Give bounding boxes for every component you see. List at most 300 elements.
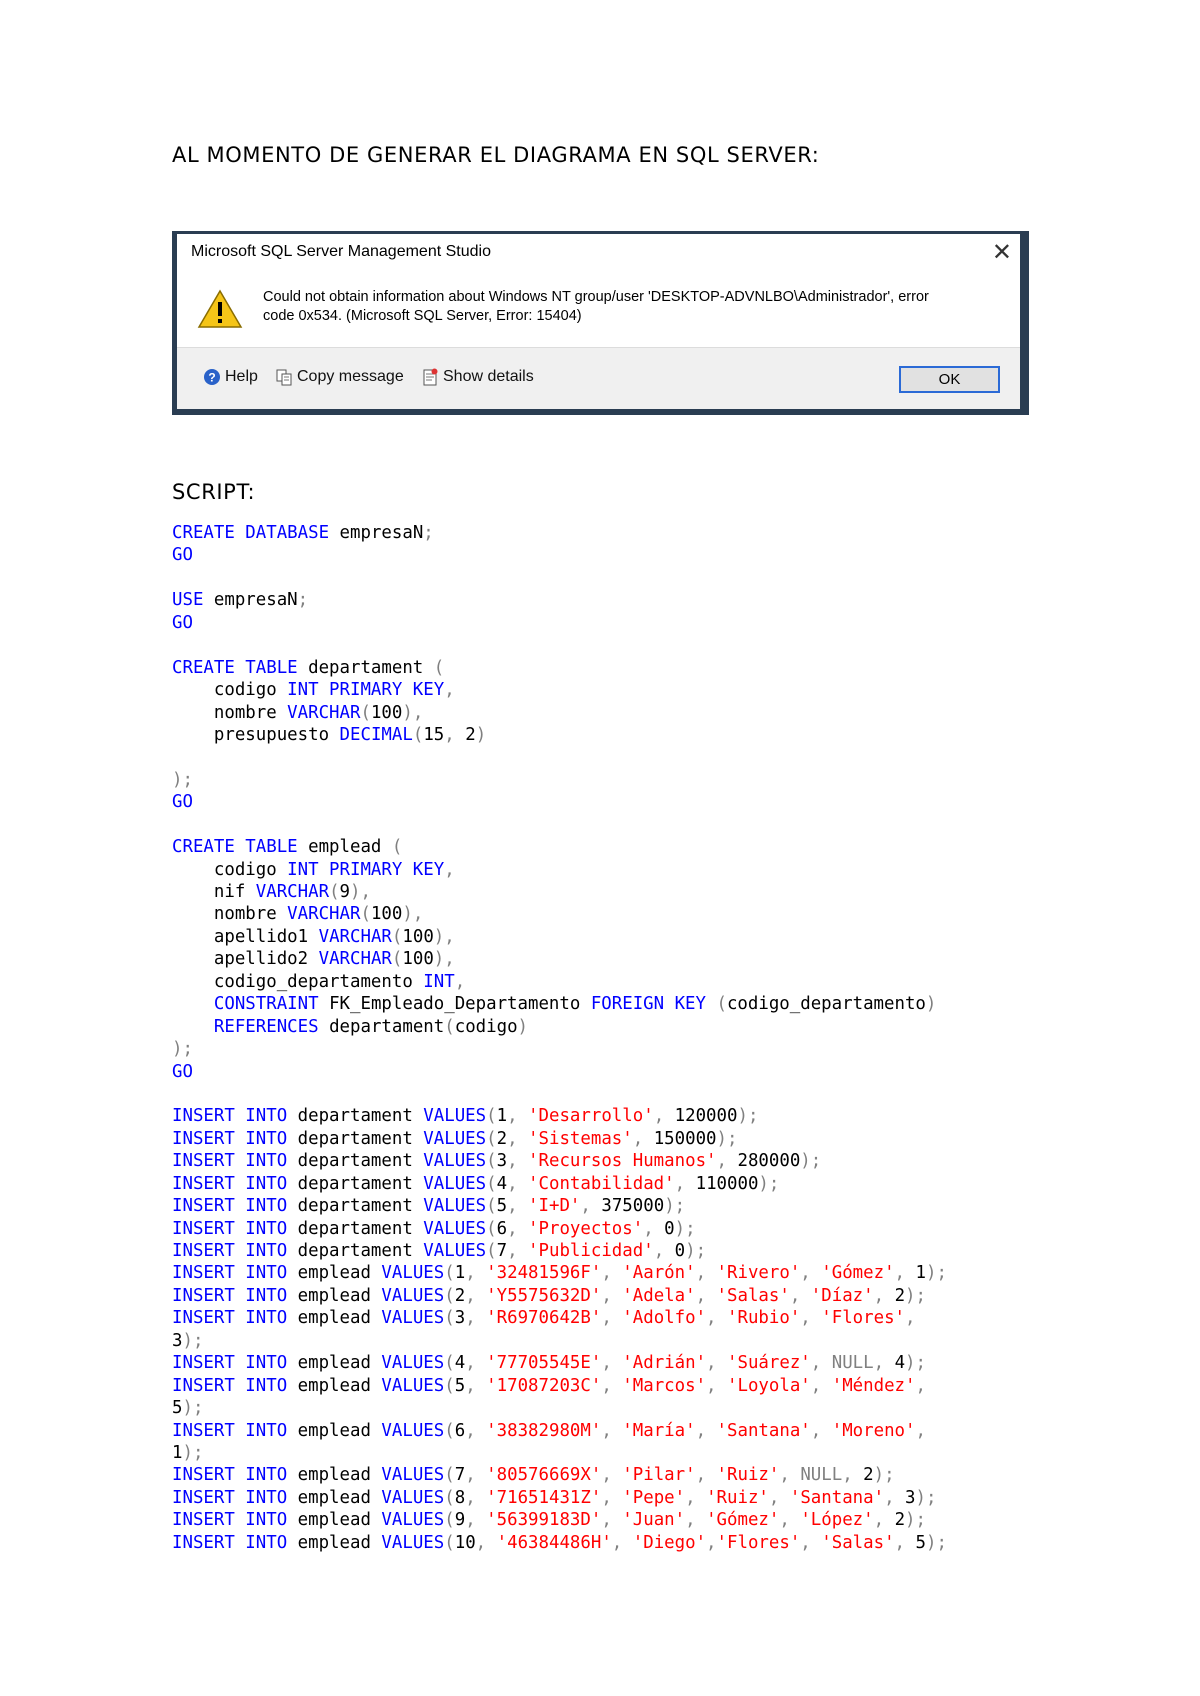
code-line — [172, 993, 947, 1015]
code-token: CREATE DATABASE — [172, 523, 330, 543]
code-token: ( — [360, 904, 371, 925]
code-token: VARCHAR — [255, 882, 330, 902]
code-token: ), — [402, 904, 424, 925]
code-token: , — [643, 1218, 665, 1239]
code-token: 0 — [674, 1241, 686, 1261]
code-token: , — [800, 1263, 822, 1284]
code-token: departament — [287, 1196, 424, 1217]
code-token: VALUES — [381, 1532, 445, 1553]
code-token: ); — [905, 1510, 926, 1531]
code-token: ); — [172, 769, 193, 790]
code-token: emplead — [287, 1263, 382, 1284]
code-token: VALUES — [381, 1420, 445, 1441]
code-line — [172, 1397, 947, 1419]
show-details-link[interactable] — [421, 368, 534, 386]
code-token: ( — [444, 1510, 455, 1531]
code-token: nif — [172, 882, 256, 902]
code-line — [172, 746, 947, 768]
code-token: VARCHAR — [318, 926, 392, 947]
code-line — [172, 589, 947, 611]
code-token: , — [580, 1196, 602, 1217]
code-token: '80576669X' — [486, 1465, 602, 1486]
code-token: INSERT INTO — [172, 1241, 288, 1261]
code-token: , — [779, 1510, 801, 1531]
code-token: 'Loyola' — [727, 1375, 811, 1396]
code-token: ); — [873, 1465, 895, 1486]
code-token: , — [810, 1353, 832, 1374]
code-token: , — [507, 1128, 529, 1149]
code-token: 5 — [454, 1375, 466, 1396]
code-token: 'Díaz' — [810, 1285, 874, 1306]
code-token: 3 — [454, 1308, 466, 1329]
code-token: 15 — [423, 724, 445, 745]
code-line — [172, 1038, 947, 1060]
code-token: ) — [517, 1016, 529, 1037]
code-token: , — [465, 1465, 487, 1486]
dialog-title-bar — [177, 234, 1020, 270]
code-token: , — [507, 1218, 529, 1239]
code-token: '32481596F' — [486, 1263, 602, 1284]
code-token: ( — [444, 1353, 455, 1374]
code-token: 9 — [339, 882, 351, 902]
code-token: , — [601, 1487, 623, 1508]
code-token: ( — [444, 1285, 455, 1306]
code-token: 'Salas' — [716, 1285, 790, 1306]
code-token: 'Gómez' — [706, 1510, 780, 1531]
code-token: departament — [287, 1241, 424, 1261]
code-token: ); — [674, 1218, 696, 1239]
code-token: INSERT INTO — [172, 1106, 288, 1127]
code-line — [172, 679, 947, 701]
code-token: 'Gómez' — [821, 1263, 895, 1284]
code-token: ( — [444, 1375, 455, 1396]
code-line — [172, 791, 947, 813]
code-token: 10 — [454, 1532, 476, 1553]
code-token: ( — [444, 1263, 455, 1284]
code-token: ( — [444, 1487, 455, 1508]
code-line — [172, 769, 947, 791]
code-token: , — [507, 1196, 529, 1217]
code-token: 0 — [664, 1218, 675, 1239]
code-token: 'Méndez' — [831, 1375, 916, 1396]
code-token: '71651431Z' — [486, 1487, 602, 1508]
code-token: ); — [172, 1039, 193, 1060]
show-details-label[interactable]: Show details — [443, 368, 534, 385]
code-line — [172, 1150, 947, 1172]
code-token: , — [674, 1173, 696, 1194]
code-token: , — [465, 1308, 487, 1329]
code-token: 1 — [172, 1442, 183, 1463]
code-line — [172, 1464, 947, 1486]
code-token: 'María' — [622, 1420, 696, 1441]
code-token: INSERT INTO — [172, 1487, 288, 1508]
code-line — [172, 657, 947, 679]
code-token: 4 — [454, 1353, 466, 1374]
code-token: , — [789, 1285, 811, 1306]
warning-icon — [197, 289, 243, 329]
code-token: ); — [737, 1106, 759, 1127]
code-token: 7 — [454, 1465, 466, 1486]
code-token: 'R6970642B' — [486, 1308, 602, 1329]
code-line — [172, 1532, 947, 1554]
code-token: , — [653, 1241, 675, 1261]
code-token: 150000 — [653, 1128, 717, 1149]
dialog-title: Microsoft SQL Server Management Studio — [191, 243, 491, 260]
copy-message-label[interactable]: Copy message — [297, 368, 404, 385]
code-token: departament — [318, 1016, 445, 1037]
code-token: , — [716, 1151, 738, 1172]
code-token: , — [465, 1510, 487, 1531]
code-line — [172, 612, 947, 634]
code-token: ( — [444, 1308, 455, 1329]
code-token: emplead — [287, 1420, 382, 1441]
code-token: 'Suárez' — [727, 1353, 811, 1374]
code-token: , — [779, 1465, 801, 1486]
code-token: , — [465, 1353, 487, 1374]
code-token: ); — [915, 1487, 937, 1508]
code-token: codigo — [454, 1016, 518, 1037]
code-token: 110000 — [695, 1173, 759, 1194]
code-token: apellido2 — [172, 949, 319, 970]
code-token: 'Ruiz' — [716, 1465, 780, 1486]
code-token: '38382980M' — [486, 1420, 602, 1441]
code-token: nombre — [172, 702, 288, 723]
code-token: 'Diego' — [632, 1532, 707, 1553]
sql-script — [172, 522, 947, 1554]
code-token: codigo_departamento — [726, 994, 926, 1015]
code-token: ); — [716, 1128, 738, 1149]
code-token: 100 — [402, 926, 434, 947]
code-token: VARCHAR — [287, 904, 361, 925]
code-token: '46384486H' — [496, 1532, 612, 1553]
details-icon — [421, 368, 439, 386]
code-token: , — [706, 1308, 727, 1329]
code-token: , — [873, 1285, 895, 1306]
code-token: INSERT INTO — [172, 1510, 288, 1531]
code-token: emplead — [287, 1465, 382, 1486]
code-token: , — [915, 1420, 926, 1441]
code-token: , — [810, 1375, 832, 1396]
code-line — [172, 814, 947, 836]
code-token: departament — [287, 1218, 424, 1239]
copy-icon — [275, 368, 293, 386]
code-line — [172, 1262, 947, 1284]
code-token: INT PRIMARY KEY — [287, 859, 445, 880]
code-token: , — [894, 1532, 916, 1553]
code-token: 1 — [496, 1106, 508, 1127]
code-token: VALUES — [423, 1241, 487, 1261]
code-token: , — [915, 1375, 926, 1396]
code-token: , — [653, 1106, 675, 1127]
code-token: nombre — [172, 904, 288, 925]
code-token: , — [475, 1532, 497, 1553]
code-token: INT — [423, 971, 455, 992]
code-token: departament — [287, 1173, 424, 1194]
code-token: , — [601, 1353, 623, 1374]
code-line — [172, 1083, 947, 1105]
code-token: 'Moreno' — [831, 1420, 916, 1441]
dialog-footer — [177, 348, 1020, 409]
code-token: 'Adrián' — [622, 1353, 707, 1374]
code-token: VALUES — [381, 1465, 445, 1486]
code-token: 3 — [172, 1330, 183, 1351]
code-token: , — [695, 1420, 717, 1441]
code-token: , — [601, 1375, 623, 1396]
code-token: INSERT INTO — [172, 1532, 288, 1553]
code-token: 6 — [496, 1218, 508, 1239]
page-heading-diagram: AL MOMENTO DE GENERAR EL DIAGRAMA EN SQL SERVER: — [172, 143, 820, 167]
code-token: VARCHAR — [287, 702, 361, 723]
code-token: ( — [391, 926, 403, 947]
code-token: INSERT INTO — [172, 1465, 288, 1486]
code-token: emplead — [297, 837, 392, 858]
code-token: ), — [350, 882, 371, 902]
code-token: ; — [423, 523, 434, 543]
code-token: 'Publicidad' — [528, 1241, 654, 1261]
code-token: 4 — [894, 1353, 906, 1374]
code-token: 1 — [454, 1263, 466, 1284]
code-token: 'Aarón' — [622, 1263, 696, 1284]
code-token: 2 — [465, 724, 476, 745]
help-label[interactable]: Help — [225, 368, 258, 385]
code-token: ( — [444, 1420, 455, 1441]
code-token: VALUES — [381, 1353, 445, 1374]
code-line — [172, 1352, 947, 1374]
code-token: FK_Empleado_Departamento — [318, 994, 591, 1015]
code-token: 7 — [496, 1241, 508, 1261]
ok-button[interactable]: OK — [899, 366, 1000, 393]
code-token: 100 — [370, 904, 403, 925]
code-token: INSERT INTO — [172, 1420, 288, 1441]
code-token: DECIMAL — [339, 724, 413, 745]
code-line — [172, 1375, 947, 1397]
code-token: 2 — [454, 1285, 466, 1306]
code-token: , — [454, 971, 466, 992]
code-token: CONSTRAINT — [172, 994, 319, 1015]
code-token: 'Contabilidad' — [528, 1173, 675, 1194]
code-token: , — [507, 1173, 529, 1194]
code-token: VALUES — [423, 1218, 487, 1239]
code-line — [172, 1307, 947, 1329]
code-token: ( — [444, 1532, 455, 1553]
code-token: ( — [486, 1218, 497, 1239]
code-token: 'Flores' — [821, 1308, 906, 1329]
code-token: GO — [172, 1061, 193, 1082]
code-token: VALUES — [423, 1128, 487, 1149]
code-token: ) — [925, 994, 937, 1015]
code-line — [172, 836, 947, 858]
code-token: INT PRIMARY KEY — [287, 680, 445, 701]
code-token: ); — [925, 1263, 947, 1284]
code-token: , — [905, 1308, 916, 1329]
code-token: 120000 — [674, 1106, 738, 1127]
code-token: ); — [800, 1151, 822, 1172]
code-token: VALUES — [381, 1510, 445, 1531]
code-token: ); — [182, 1398, 204, 1419]
code-line — [172, 567, 947, 589]
code-token: 'Ruiz' — [706, 1487, 769, 1508]
code-token: ; — [297, 590, 309, 611]
code-line — [172, 903, 947, 925]
code-token: ), — [402, 702, 424, 723]
code-token: VALUES — [423, 1106, 487, 1127]
code-line — [172, 1218, 947, 1240]
code-line — [172, 1509, 947, 1531]
code-token: INSERT INTO — [172, 1173, 288, 1194]
code-token: departament — [287, 1106, 424, 1127]
code-token: ( — [486, 1128, 497, 1149]
code-token: 'Adolfo' — [622, 1308, 707, 1329]
code-token: 8 — [454, 1487, 466, 1508]
code-token: GO — [172, 545, 193, 566]
code-token: emplead — [287, 1532, 382, 1553]
code-token: ); — [664, 1196, 686, 1217]
code-token: emplead — [287, 1353, 382, 1374]
code-token: 2 — [496, 1128, 508, 1149]
code-token: ); — [182, 1442, 204, 1463]
code-token: 100 — [370, 702, 403, 723]
code-token: 'Marcos' — [622, 1375, 707, 1396]
code-token: , — [601, 1510, 623, 1531]
code-token: 'Proyectos' — [528, 1218, 644, 1239]
code-token: departament — [287, 1128, 424, 1149]
error-message: Could not obtain information about Windows NT group/user 'DESKTOP-ADVNLBO\Administrador', error code 0x534. (Microsoft SQL Server, Error: 15404) — [263, 289, 929, 324]
code-line — [172, 1105, 947, 1127]
code-line — [172, 702, 947, 724]
code-token: ( — [486, 1173, 497, 1194]
help-icon — [203, 368, 221, 386]
code-token: VALUES — [381, 1285, 445, 1306]
code-token: ( — [486, 1106, 497, 1127]
code-line — [172, 724, 947, 746]
code-token: , — [601, 1420, 623, 1441]
code-token: codigo — [172, 680, 288, 701]
code-token: 'Pepe' — [622, 1487, 686, 1508]
code-token: VALUES — [423, 1151, 487, 1172]
code-token: INSERT INTO — [172, 1218, 288, 1239]
code-token: GO — [172, 792, 193, 813]
code-token: VALUES — [381, 1263, 445, 1284]
code-token: emplead — [287, 1510, 382, 1531]
code-token: , — [465, 1285, 487, 1306]
code-token: INSERT INTO — [172, 1308, 288, 1329]
code-token: ); — [905, 1353, 926, 1374]
code-token: , — [601, 1465, 623, 1486]
code-token: presupuesto — [172, 724, 340, 745]
copy-message-link[interactable] — [275, 368, 404, 386]
code-token: , — [695, 1285, 717, 1306]
code-token: 280000 — [737, 1151, 801, 1172]
code-token: 'Santana' — [716, 1420, 811, 1441]
code-token: apellido1 — [172, 926, 319, 947]
code-token: ); — [685, 1241, 707, 1261]
page-heading-script: SCRIPT: — [172, 480, 256, 504]
code-line — [172, 1240, 947, 1262]
code-token: VALUES — [381, 1308, 445, 1329]
code-token: 'Juan' — [622, 1510, 686, 1531]
help-link[interactable] — [203, 368, 258, 386]
code-token: departament — [297, 657, 434, 678]
code-token: VALUES — [381, 1375, 445, 1396]
code-token: ( — [444, 1465, 455, 1486]
code-token: 'Sistemas' — [528, 1128, 633, 1149]
code-token: 5 — [915, 1532, 926, 1553]
code-token: emplead — [287, 1308, 382, 1329]
code-token: , — [465, 1375, 487, 1396]
code-token: 'Desarrollo' — [528, 1106, 654, 1127]
code-token: codigo_departamento — [172, 971, 424, 992]
code-line — [172, 634, 947, 656]
code-token: ( — [706, 994, 727, 1015]
code-token: , — [465, 1263, 487, 1284]
code-token: INSERT INTO — [172, 1196, 288, 1217]
code-token: emplead — [287, 1487, 382, 1508]
code-line — [172, 948, 947, 970]
code-token: '17087203C' — [486, 1375, 602, 1396]
code-token: , — [444, 724, 466, 745]
code-token: , — [706, 1532, 717, 1553]
code-token: empresaN — [329, 523, 424, 543]
code-token: 'Adela' — [622, 1285, 696, 1306]
code-token: 'Recursos Humanos' — [528, 1151, 717, 1172]
code-token: INSERT INTO — [172, 1353, 288, 1374]
code-token: ) — [475, 724, 487, 745]
close-icon[interactable]: ✕ — [991, 239, 1012, 266]
code-token: , — [894, 1263, 916, 1284]
code-token: GO — [172, 612, 193, 633]
code-token: , — [685, 1510, 707, 1531]
code-line — [172, 1285, 947, 1307]
code-token: 2 — [863, 1465, 874, 1486]
code-token: 'Rivero' — [716, 1263, 801, 1284]
code-token: INSERT INTO — [172, 1375, 288, 1396]
code-token: 100 — [402, 949, 434, 970]
code-token: 5 — [496, 1196, 508, 1217]
code-token: VALUES — [381, 1487, 445, 1508]
code-line — [172, 1128, 947, 1150]
code-token: 2 — [894, 1510, 906, 1531]
code-token: FOREIGN KEY — [590, 994, 706, 1015]
code-token: , — [884, 1487, 906, 1508]
code-token: 'Rubio' — [727, 1308, 801, 1329]
code-token: 6 — [454, 1420, 466, 1441]
code-token: CREATE TABLE — [172, 657, 298, 678]
code-token: departament — [287, 1151, 424, 1172]
code-token: , — [810, 1420, 832, 1441]
code-token: emplead — [287, 1375, 382, 1396]
code-token: ( — [391, 949, 403, 970]
code-token: ( — [329, 882, 340, 902]
code-token: NULL — [831, 1353, 874, 1374]
code-token: 'Y5575632D' — [486, 1285, 602, 1306]
code-token: USE — [172, 590, 204, 611]
code-line — [172, 1016, 947, 1038]
code-token: , — [444, 680, 455, 701]
code-token: , — [842, 1465, 864, 1486]
code-token: ( — [486, 1151, 497, 1172]
code-token: ( — [360, 702, 371, 723]
code-token: , — [768, 1487, 790, 1508]
code-token: , — [873, 1353, 895, 1374]
code-token: 'Salas' — [821, 1532, 895, 1553]
code-token: ), — [433, 949, 455, 970]
code-token: 'López' — [800, 1510, 874, 1531]
code-token: VARCHAR — [318, 949, 392, 970]
code-token: , — [800, 1532, 822, 1553]
code-token: , — [706, 1375, 727, 1396]
code-token: , — [695, 1263, 717, 1284]
code-token: , — [601, 1263, 623, 1284]
